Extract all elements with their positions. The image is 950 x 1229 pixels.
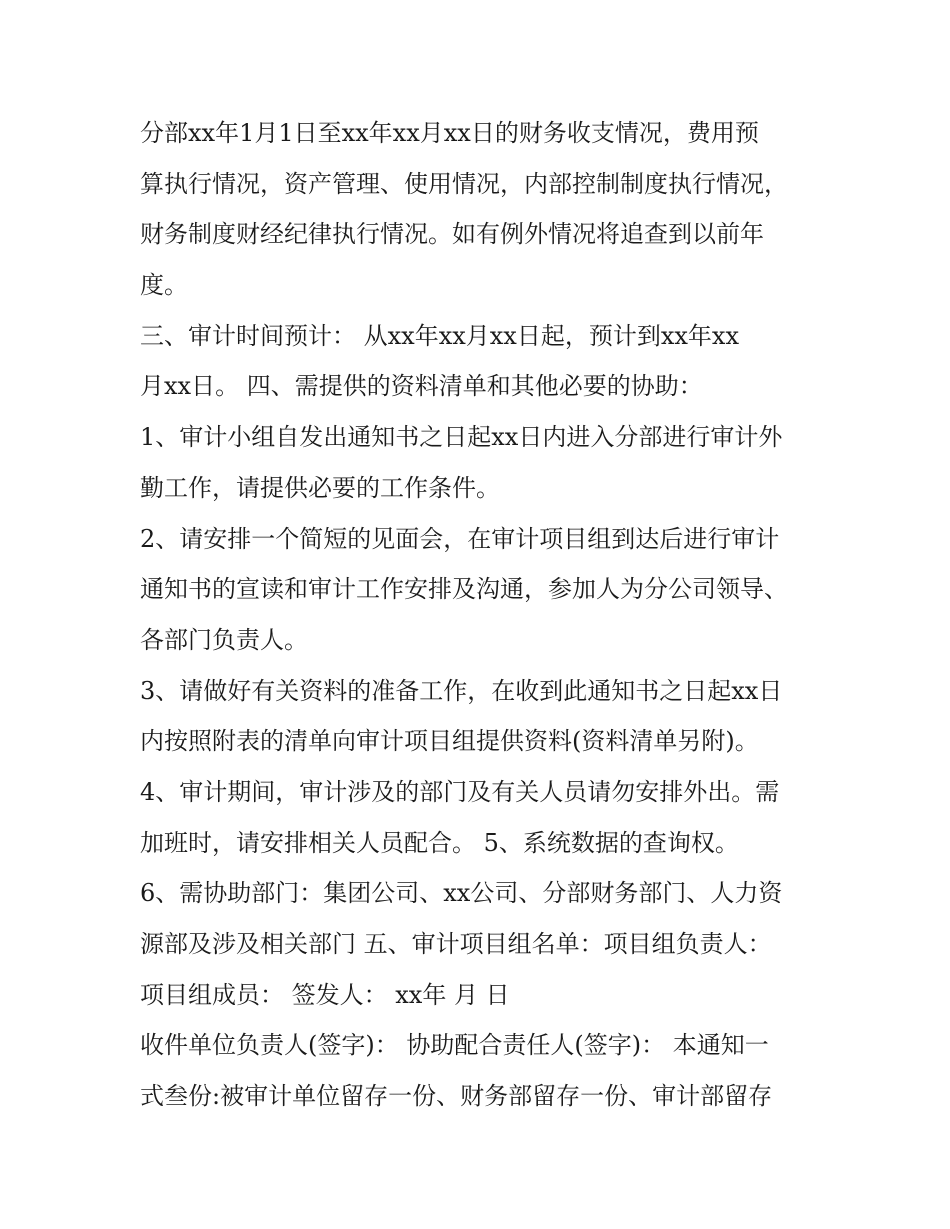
list-item-line: 6、需协助部门：集团公司、xx公司、分部财务部门、人力资 [140, 879, 783, 908]
list-item-line: 内按照附表的清单向审计项目组提供资料(资料清单另附)。 [140, 727, 759, 756]
list-item-line: 2、请安排一个简短的见面会，在审计项目组到达后进行审计 [140, 524, 780, 553]
section-heading-line: 三、审计时间预计： 从xx年xx月xx日起，预计到xx年xx [140, 321, 739, 350]
list-item-line: 4、审计期间，审计涉及的部门及有关人员请勿安排外出。需 [140, 777, 780, 806]
list-item-line: 3、请做好有关资料的准备工作，在收到此通知书之日起xx日 [140, 676, 783, 705]
signature-line: 项目组成员： 签发人： xx年 月 日 [140, 980, 510, 1009]
document-body [140, 108, 820, 1122]
text-line: 分部xx年1月1日至xx年xx月xx日的财务收支情况，费用预 [140, 119, 759, 147]
signature-line: 收件单位负责人(签字)： 协助配合责任人(签字)： 本通知一 [140, 1031, 769, 1060]
list-item-line: 通知书的宣读和审计工作安排及沟通，参加人为分公司领导、 [140, 575, 788, 604]
list-item-line: 各部门负责人。 [140, 625, 308, 654]
text-line: 算执行情况，资产管理、使用情况，内部控制制度执行情况， [140, 169, 788, 198]
list-item-line: 1、审计小组自发出通知书之日起xx日内进入分部进行审计外 [140, 423, 783, 452]
text-line: 财务制度财经纪律执行情况。如有例外情况将追查到以前年 [140, 220, 764, 249]
list-item-line: 源部及涉及相关部门 五、审计项目组名单：项目组负责人： [140, 930, 772, 958]
list-item-line: 加班时，请安排相关人员配合。 5、系统数据的查询权。 [140, 828, 739, 857]
text-line: 度。 [140, 271, 188, 300]
text-line: 式叁份:被审计单位留存一份、财务部留存一份、审计部留存 [140, 1082, 773, 1111]
section-heading-line: 月xx日。 四、需提供的资料清单和其他必要的协助： [140, 372, 703, 401]
list-item-line: 勤工作，请提供必要的工作条件。 [140, 473, 500, 502]
